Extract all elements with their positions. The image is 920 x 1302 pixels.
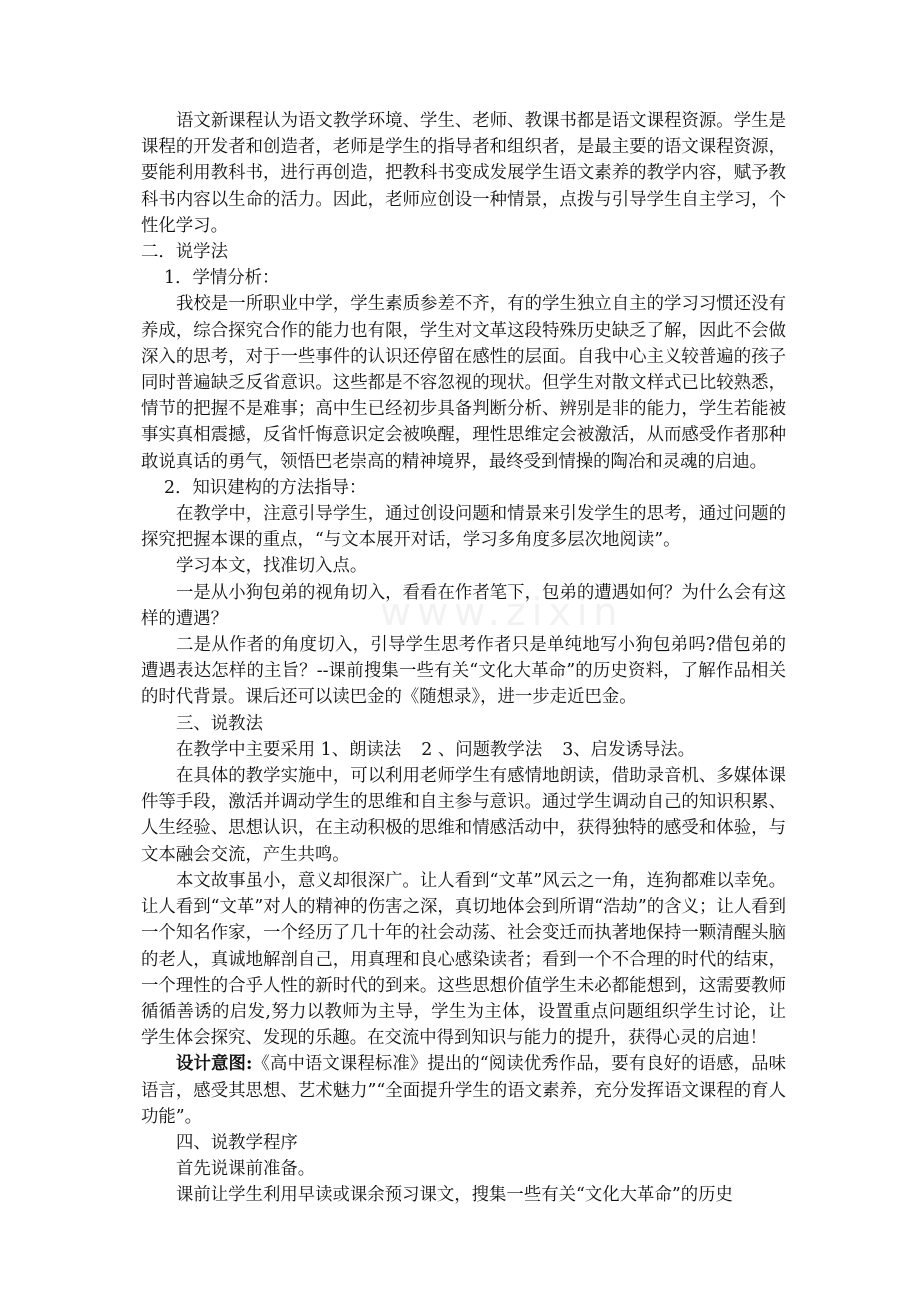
paragraph-design-intent	[141, 1051, 786, 1130]
heading-teaching-procedure: 四、说教学程序	[176, 1132, 298, 1153]
heading-teaching-method: 三、说教法	[176, 713, 263, 734]
watermark: www.zixin	[380, 590, 624, 634]
document-body	[141, 108, 786, 1209]
method-questioning: 2 、问题教学法	[421, 739, 543, 760]
paragraph-teaching-guide: 在教学中，注意引导学生，通过创设问题和情景来引发学生的思考，通过问题的探究把握本课的重点，“与文本展开对话，学习多角度多层次地阅读”。	[141, 504, 786, 551]
paragraph-implementation: 在具体的教学实施中，可以利用老师学生有感情地朗读，借助录音机、多媒体课件等手段，激活并调动学生的思维和自主参与意识。通过学生调动自己的知识积累、人生经验、思想认识，在主动积极的思维和情感活动中，获得独特的感受和体验，与文本融会交流，产生共鸣。	[141, 766, 786, 865]
paragraph-preview: 课前让学生利用早读或课余预习课文，搜集一些有关“文化大革命”的历史	[176, 1185, 733, 1206]
paragraph-learner-analysis: 我校是一所职业中学，学生素质参差不齐，有的学生独立自主的学习习惯还没有养成，综合探究合作的能力也有限，学生对文革这段特殊历史缺乏了解，因此不会做深入的思考，对于一些事件的认识还停留在感性的层面。自我中心主义较普遍的孩子同时普遍缺乏反省意识。这些都是不容忽视的现状。但学生对散文样式已比较熟悉，情节的把握不是难事；高中生已经初步具备判断分析、辨别是非的能力，学生若能被事实真相震撼，反省忏悔意识定会被唤醒，理性思维定会被激活，从而感受作者那种敢说真话的勇气，领悟巴老崇高的精神境界，最终受到情操的陶冶和灵魂的启迪。	[141, 294, 786, 472]
paragraph-entry-one: 一是从小狗包弟的视角切入，看看在作者笔下，包弟的遭遇如何？为什么会有这样的遭遇？	[141, 582, 786, 629]
paragraph-preparation: 首先说课前准备。	[176, 1159, 316, 1180]
heading-knowledge-method: 2．知识建构的方法指导：	[164, 477, 367, 498]
paragraph-resources: 语文新课程认为语文教学环境、学生、老师、教课书都是语文课程资源。学生是课程的开发者和创造者，老师是学生的指导者和组织者，是最主要的语文课程资源，要能利用教科书，进行再创造，把教科书变成发展学生语文素养的教学内容，赋予教科书内容以生命的活力。因此，老师应创设一种情景，点拨与引导学生自主学习，个性化学习。	[141, 111, 786, 236]
heading-study-method: 二．说学法	[141, 242, 228, 263]
method-reading: 在教学中主要采用 1、朗读法	[176, 739, 402, 760]
method-heuristic: 3、启发诱导法。	[562, 739, 696, 760]
design-intent-text: 《高中语文课程标准》提出的“阅读优秀作品，要有良好的语感，品味语言，感受其思想、艺术魅力”“全面提升学生的语文素养，充分发挥语文课程的育人功能”。	[141, 1054, 786, 1127]
design-intent-label: 设计意图:	[176, 1054, 253, 1075]
paragraph-entry-two: 二是从作者的角度切入，引导学生思考作者只是单纯地写小狗包弟吗?借包弟的遭遇表达怎样的主旨？--课前搜集一些有关“文化大革命”的历史资料，了解作品相关的时代背景。课后还可以读巴金的《随想录》，进一步走近巴金。	[141, 635, 786, 708]
paragraph-methods	[141, 737, 786, 763]
paragraph-meaning: 本文故事虽小，意义却很深广。让人看到“文革”风云之一角，连狗都难以幸免。让人看到“文革”对人的精神的伤害之深，真切地体会到所谓“浩劫”的含义；让人看到一个知名作家，一个经历了几十年的社会动荡、社会变迁而执著地保持一颗清醒头脑的老人，真诚地解剖自己，用真理和良心感染读者；看到一个不合理的时代的结束，一个理性的合乎人性的新时代的到来。这些思想价值学生未必都能想到，这需要教师循循善诱的启发,努力以教师为主导，学生为主体，设置重点问题组织学生讨论，让学生体会探究、发现的乐趣。在交流中得到知识与能力的提升，获得心灵的启迪！	[141, 870, 786, 1049]
paragraph-entry-point: 学习本文，找准切入点。	[176, 556, 368, 577]
heading-learner-analysis: 1．学情分析：	[164, 268, 280, 289]
